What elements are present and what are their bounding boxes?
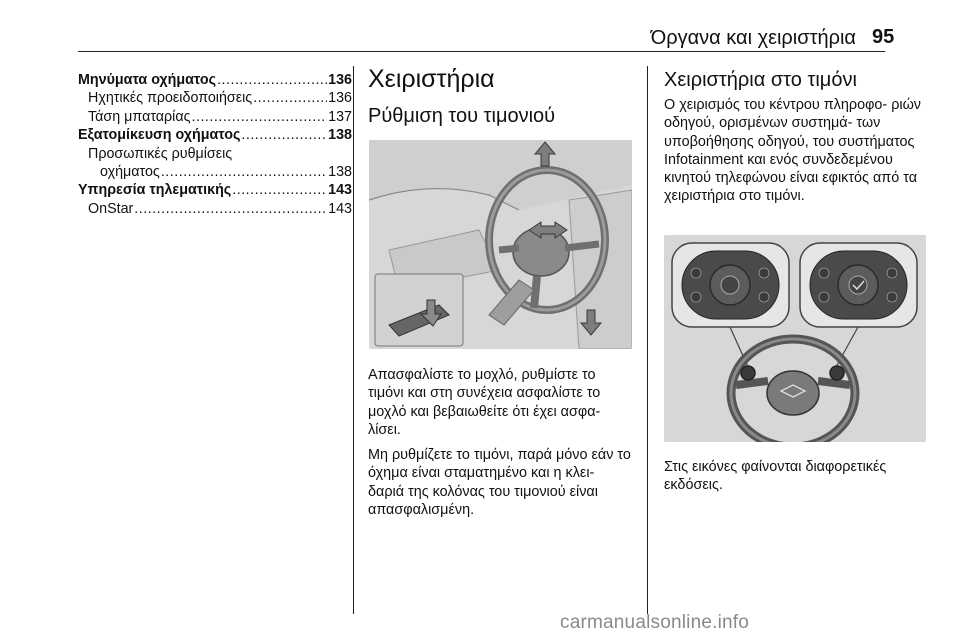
toc-entry-title: Μηνύματα οχήματος [78,72,217,88]
toc-leader [232,181,327,199]
wheel-controls-illustration [664,235,926,442]
toc-entry[interactable] [78,181,352,199]
toc-entry-title: οχήματος [100,164,160,181]
header-rule [78,51,885,52]
toc-entry-title: Υπηρεσία τηλεματικής [78,182,232,199]
steering-adjust-text [368,366,633,526]
running-header-title: Όργανα και χειριστήρια [650,27,856,49]
toc-entry-title: Προσωπικές ρυθμίσεις [88,145,233,162]
toc-entry-title: OnStar [88,200,134,217]
toc-leader [241,126,327,144]
wheel-controls-intro [664,96,926,213]
toc-entry-page: 138 [328,164,352,181]
toc-entry-title: Τάση μπαταρίας [88,108,191,125]
toc-entry-continuation[interactable] [78,163,352,181]
toc-entry[interactable] [78,71,352,89]
toc-entry[interactable] [78,89,352,107]
toc-entry[interactable] [78,108,352,126]
steering-adjust-svg [369,140,632,349]
watermark: carmanualsonline.info [560,612,750,633]
toc-leader [253,89,327,107]
toc-entry-title: Ηχητικές προειδοποιήσεις [88,90,253,107]
subsection-heading: Ρύθμιση του τιμονιού [368,105,556,127]
toc-entry-page: 137 [328,108,352,125]
column-divider-right [647,66,648,614]
wheel-controls-note [664,458,926,502]
table-of-contents [78,71,352,218]
toc-leader [134,200,327,218]
column-divider-left [353,66,354,614]
paragraph: Απασφαλίστε το μοχλό, ρυθμίστε το τιμόνι και στη συνέχεια ασφαλίστε το μοχλό και βεβαιωθείτε ότι έχει ασφα- λίσει. [368,367,601,438]
page-number: 95 [872,26,895,48]
toc-entry-page: 143 [328,200,352,217]
toc-entry[interactable] [78,200,352,218]
paragraph: Στις εικόνες φαίνονται διαφορετικές εκδόσεις. [664,459,887,494]
section-heading-wheel-controls: Χειριστήρια στο τιμόνι [664,69,857,91]
toc-entry[interactable] [78,145,352,163]
toc-entry[interactable] [78,126,352,144]
wheel-controls-svg [664,235,926,442]
steering-adjust-illustration [369,140,632,349]
toc-entry-page: 138 [328,127,352,144]
section-heading: Χειριστήρια [368,65,495,93]
toc-entry-title: Εξατομίκευση οχήματος [78,127,241,144]
toc-leader [192,108,328,126]
toc-leader [217,71,327,89]
toc-entry-page: 136 [328,72,352,88]
toc-entry-page: 136 [328,90,352,107]
paragraph: Ο χειρισμός του κέντρου πληροφο- ριών οδηγού, ορισμένων συστημά- των υποβοήθησης οδηγού, του συστήματος Infotainment και ενός συνδεδεμένου κινητού τηλεφώνου είναι εφικτός από τα χειριστήρια στο τιμόνι. [664,97,922,205]
paragraph: Μη ρυθμίζετε το τιμόνι, παρά μόνο εάν το όχημα είναι σταματημένο και η κλει- δαριά της κολόνας του τιμονιού είναι απασφαλισμένη. [368,447,631,519]
toc-leader [161,163,327,181]
toc-entry-page: 143 [328,182,352,199]
